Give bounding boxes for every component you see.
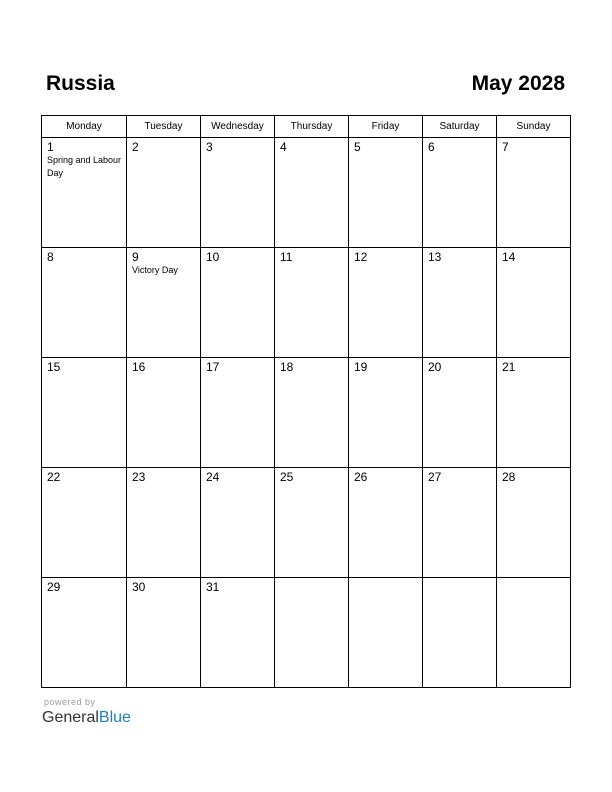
day-number: 19 [354,360,368,374]
day-number [275,578,348,580]
day-number: 29 [47,580,61,594]
day-cell [423,578,497,688]
day-number: 1 [47,140,54,154]
powered-by-text: powered by [44,697,96,707]
day-cell [201,468,275,578]
day-cell [127,468,201,578]
day-cell [349,358,423,468]
day-number: 31 [206,580,220,594]
weekday-header: Saturday [423,116,497,138]
day-cell [42,138,127,248]
day-cell [423,138,497,248]
day-cell [423,248,497,358]
day-cell [201,358,275,468]
day-cell [201,248,275,358]
day-number: 18 [280,360,294,374]
day-cell [275,138,349,248]
holiday-label: Victory Day [132,265,178,275]
day-cell [497,578,571,688]
day-cell [349,138,423,248]
weekday-header-row [42,116,571,138]
day-number: 13 [428,250,442,264]
day-number: 9 [132,250,139,264]
brand-blue-text: Blue [98,709,131,726]
day-number [423,578,496,580]
week-row [42,358,571,468]
day-cell [497,248,571,358]
holiday-label: Spring and Labour Day [47,155,122,178]
week-row [42,468,571,578]
day-number [349,578,422,580]
day-number: 6 [428,140,435,154]
day-cell [127,358,201,468]
day-cell [349,578,423,688]
weekday-header: Sunday [497,116,571,138]
day-cell [497,138,571,248]
generalblue-logo [42,708,131,728]
day-number: 26 [354,470,368,484]
weekday-header: Friday [349,116,423,138]
day-cell [423,358,497,468]
week-row [42,138,571,248]
weekday-header: Tuesday [127,116,201,138]
day-number: 12 [354,250,368,264]
day-number: 25 [280,470,294,484]
week-row [42,578,571,688]
day-number: 14 [502,250,516,264]
day-cell [42,358,127,468]
day-cell [42,248,127,358]
day-cell [275,468,349,578]
day-cell [127,578,201,688]
weekday-header: Wednesday [201,116,275,138]
day-number: 28 [502,470,516,484]
day-cell [349,248,423,358]
day-number: 20 [428,360,442,374]
day-cell [497,468,571,578]
weekday-header: Monday [42,116,127,138]
day-number: 21 [502,360,516,374]
day-number: 27 [428,470,442,484]
day-number: 22 [47,470,61,484]
day-cell [42,578,127,688]
day-number: 24 [206,470,220,484]
brand-general-text: General [42,709,99,726]
day-number: 5 [354,140,361,154]
day-cell [42,468,127,578]
month-year-title: May 2028 [471,72,565,95]
day-number: 23 [132,470,146,484]
day-number: 4 [280,140,287,154]
country-title: Russia [46,72,115,95]
day-number: 8 [47,250,54,264]
calendar-grid [41,115,571,688]
day-number: 7 [502,140,509,154]
day-cell [275,248,349,358]
day-number: 15 [47,360,61,374]
day-number: 11 [280,250,293,264]
day-number: 17 [206,360,220,374]
day-cell [127,138,201,248]
day-number: 10 [206,250,220,264]
week-row [42,248,571,358]
day-cell [201,138,275,248]
day-cell [275,358,349,468]
day-number: 3 [206,140,213,154]
day-cell [127,248,201,358]
day-cell [423,468,497,578]
day-number: 2 [132,140,139,154]
day-cell [201,578,275,688]
day-cell [275,578,349,688]
day-number: 16 [132,360,146,374]
day-number: 30 [132,580,146,594]
day-cell [349,468,423,578]
day-cell [497,358,571,468]
day-number [497,578,570,580]
weekday-header: Thursday [275,116,349,138]
